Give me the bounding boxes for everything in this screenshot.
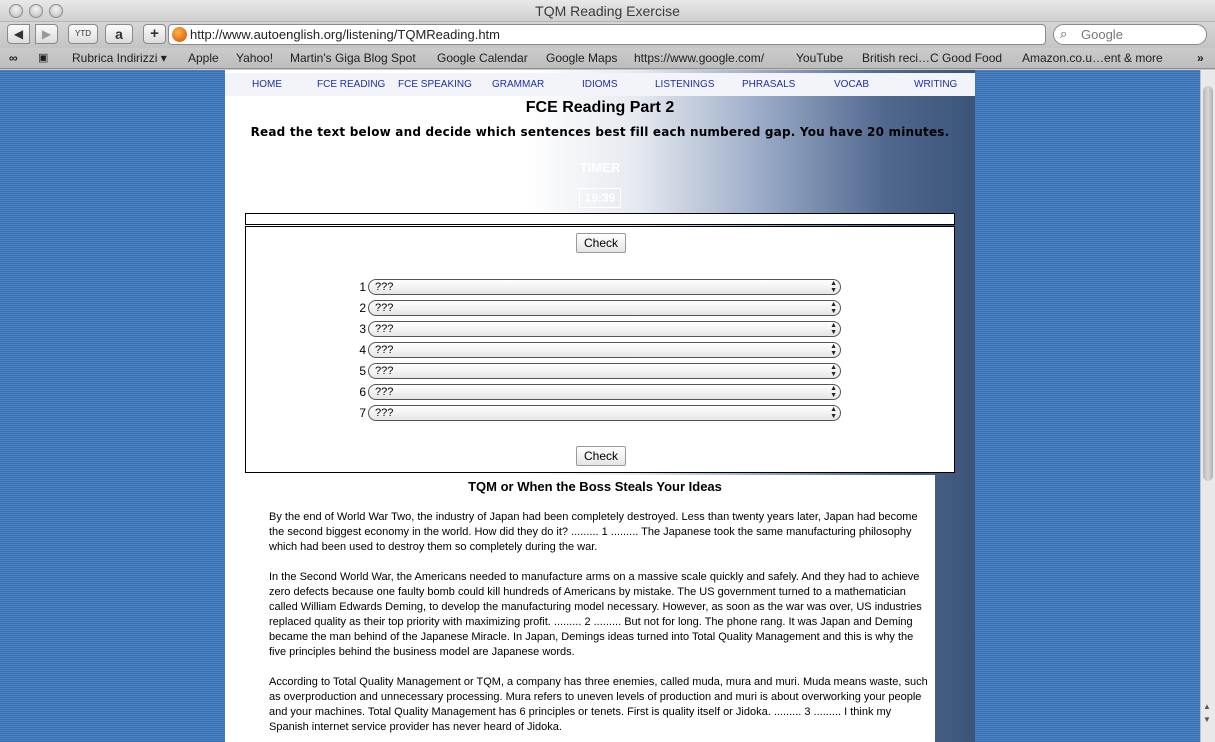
back-arrow-icon: ◀	[13, 27, 24, 41]
nav-writing[interactable]: WRITING	[914, 79, 958, 90]
bookmark-apple[interactable]: Apple	[188, 51, 219, 65]
search-field[interactable]	[1053, 24, 1207, 45]
instructions-text: Read the text below and decide which sentences best fill each numbered gap. You have 20 minutes.	[250, 125, 950, 139]
vertical-scrollbar[interactable]	[1200, 70, 1215, 742]
progress-bar	[245, 213, 955, 225]
select-arrows-icon: ▲ ▼	[830, 385, 837, 399]
bookmarks-book-icon[interactable]: ▣	[38, 52, 49, 64]
answer-select-2[interactable]	[368, 300, 841, 316]
forward-arrow-icon: ▶	[41, 27, 52, 41]
question-row-2	[356, 300, 841, 317]
article-paragraph-2: In the Second World War, the Americans needed to manufacture arms on a massive scale quickly and safely. And they had to achieve zero defects because one faulty bomb could kill hundreds of Americans by mistake. The US government turned to a mathematician called William Edwards Deming, to develop the manufacturing model necessary. However, as soon as the war was over, US industries replaced quality as their top priority with maximizing profit. ......... 2 ......... But not for long. The phone rang. It was Japan and Deming became the man behind of the Japanese Miracle. In Japan, Demings ideas turned into Total Quality Management and this is why the five principles behind the business model are Japanese words.	[269, 571, 922, 658]
question-number: 4	[359, 343, 366, 357]
site-favicon-icon	[172, 27, 187, 42]
bookmark-google-calendar[interactable]: Google Calendar	[437, 51, 528, 65]
question-row-5	[356, 363, 841, 380]
article-paragraph-3: According to Total Quality Management or TQM, a company has three enemies, called muda, mura and muri. Muda means waste, such as overproduction and unnecessary processing. Mura refers to uneven levels of production and muri is about overworking your people and your machines. Total Quality Management has 6 principles or tenets. First is quality itself or Jidoka. ......... 3 ......... I think my Spanish internet service provider has never heard of Jidoka.	[269, 676, 928, 733]
scrollbar-thumb[interactable]	[1203, 86, 1213, 481]
bookmarks-bar	[0, 48, 1215, 69]
plus-icon: +	[150, 25, 159, 42]
close-window-button[interactable]	[9, 4, 23, 18]
select-arrows-icon: ▲ ▼	[830, 322, 837, 336]
answer-select-5[interactable]	[368, 363, 841, 379]
page-viewport	[0, 70, 1200, 742]
zoom-window-button[interactable]	[49, 4, 63, 18]
article	[255, 475, 935, 742]
question-row-1	[356, 279, 841, 296]
nav-listenings[interactable]: LISTENINGS	[655, 79, 715, 90]
question-row-3	[356, 321, 841, 338]
answer-select-7[interactable]	[368, 405, 841, 421]
selected-value: ???	[375, 407, 394, 419]
nav-phrasals[interactable]: PHRASALS	[742, 79, 796, 90]
bookmark-youtube[interactable]: YouTube	[796, 51, 844, 65]
question-number: 2	[359, 301, 366, 315]
add-bookmark-button[interactable]	[143, 24, 166, 44]
address-url[interactable]: http://www.autoenglish.org/listening/TQMReading.htm	[190, 27, 500, 42]
select-arrows-icon: ▲ ▼	[830, 280, 837, 294]
question-row-4	[356, 342, 841, 359]
selected-value: ???	[375, 302, 394, 314]
question-number: 3	[359, 322, 366, 336]
minimize-window-button[interactable]	[29, 4, 43, 18]
amazon-extension-button[interactable]	[105, 24, 133, 44]
nav-grammar[interactable]: GRAMMAR	[492, 79, 545, 90]
article-paragraph-1: By the end of World War Two, the industry of Japan had been completely destroyed. Less than twenty years later, Japan had become the second biggest economy in the world. How did they do it? ......... 1 ......... The Japanese took the same manufacturing philosophy which had been used to destroy them so completely during the war.	[269, 511, 918, 553]
nav-idioms[interactable]: IDIOMS	[582, 79, 618, 90]
answer-select-3[interactable]	[368, 321, 841, 337]
page-content	[225, 70, 975, 742]
page-title: FCE Reading Part 2	[525, 99, 675, 116]
ytd-extension-button[interactable]	[68, 24, 98, 44]
question-number: 6	[359, 385, 366, 399]
select-arrows-icon: ▲ ▼	[830, 343, 837, 357]
address-bar[interactable]	[168, 24, 1046, 45]
bookmark-yahoo[interactable]: Yahoo!	[236, 51, 274, 65]
forward-button[interactable]	[35, 24, 58, 44]
scroll-up-icon[interactable]: ▲	[1203, 702, 1211, 711]
question-number: 1	[359, 280, 366, 294]
select-arrows-icon: ▲ ▼	[830, 301, 837, 315]
bookmark-british-recipes[interactable]: British reci…C Good Food	[862, 51, 1003, 65]
selected-value: ???	[375, 386, 394, 398]
search-placeholder: Google	[1081, 27, 1123, 42]
back-button[interactable]	[7, 24, 30, 44]
nav-fce-speaking[interactable]: FCE SPEAKING	[398, 79, 472, 90]
answer-select-1[interactable]	[368, 279, 841, 295]
answer-form	[245, 226, 955, 473]
question-row-7	[356, 405, 841, 422]
nav-home[interactable]: HOME	[252, 79, 282, 90]
selected-value: ???	[375, 365, 394, 377]
amazon-icon: a	[115, 26, 123, 42]
select-arrows-icon: ▲ ▼	[830, 406, 837, 420]
selected-value: ???	[375, 344, 394, 356]
browser-toolbar	[0, 22, 1215, 48]
answer-select-4[interactable]	[368, 342, 841, 358]
nav-vocab[interactable]: VOCAB	[834, 79, 870, 90]
question-number: 7	[359, 406, 366, 420]
selected-value: ???	[375, 323, 394, 335]
bookmark-google-maps[interactable]: Google Maps	[546, 51, 618, 65]
bookmark-google[interactable]: https://www.google.com/	[634, 51, 765, 65]
scroll-down-icon[interactable]: ▼	[1203, 715, 1211, 724]
timer-label: TIMER	[579, 160, 621, 175]
selected-value: ???	[375, 281, 394, 293]
ytd-icon: YTD	[75, 29, 91, 38]
bookmark-martins-blog[interactable]: Martin's Giga Blog Spot	[290, 51, 416, 65]
answer-select-6[interactable]	[368, 384, 841, 400]
window-title: TQM Reading Exercise	[535, 3, 680, 19]
site-nav	[225, 73, 975, 96]
article-title: TQM or When the Boss Steals Your Ideas	[468, 479, 722, 494]
check-button-bottom[interactable]: Check	[576, 446, 626, 466]
question-row-6	[356, 384, 841, 401]
select-arrows-icon: ▲ ▼	[830, 364, 837, 378]
bookmark-amazon[interactable]: Amazon.co.u…ent & more	[1022, 51, 1163, 65]
bookmark-rubrica[interactable]: Rubrica Indirizzi ▾	[72, 51, 167, 65]
title-bar	[0, 0, 1215, 22]
bookmarks-overflow-icon[interactable]: »	[1197, 51, 1204, 65]
check-button-top[interactable]: Check	[576, 233, 626, 253]
timer-display: 19:39	[579, 188, 621, 208]
reading-list-icon[interactable]: ∞	[9, 51, 18, 65]
question-number: 5	[359, 364, 366, 378]
search-icon: ⌕	[1060, 26, 1068, 41]
nav-fce-reading[interactable]: FCE READING	[317, 79, 386, 90]
